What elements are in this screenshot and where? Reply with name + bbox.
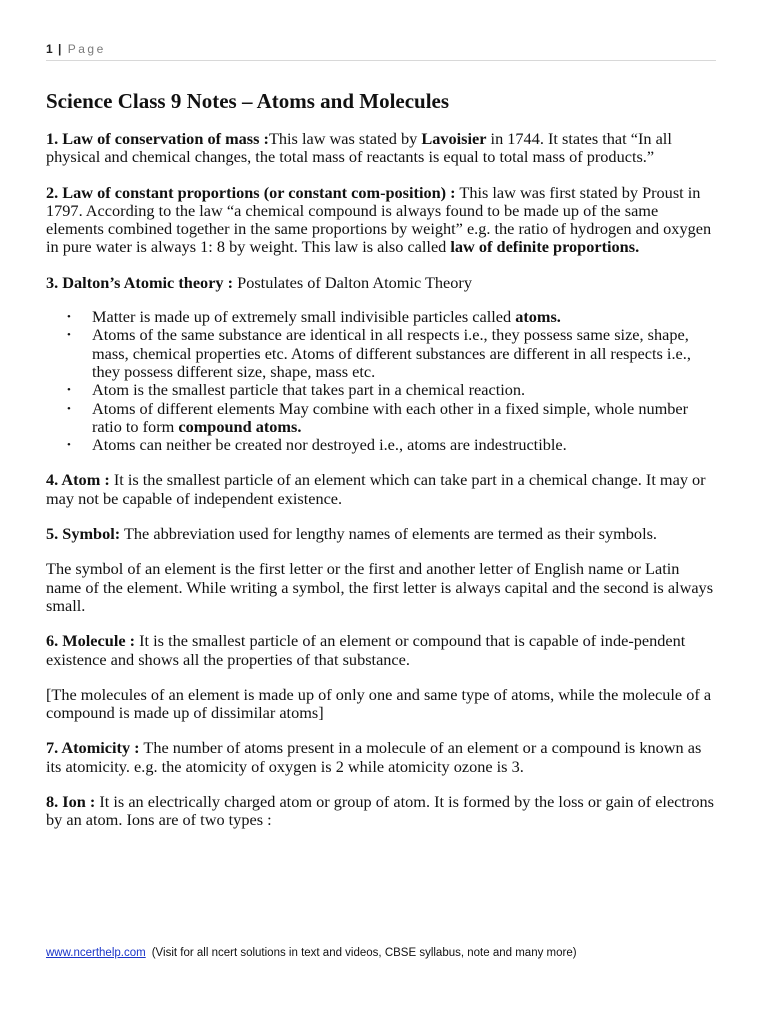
- section-constant-proportions: [46, 184, 718, 257]
- footer-note: (Visit for all ncert solutions in text and videos, CBSE syllabus, note and many more): [151, 947, 577, 959]
- page-header: [46, 42, 716, 56]
- section-text: It is the smallest particle of an element or compound that is capable of inde-pendent existence and shows all the properties of that substance.: [46, 631, 686, 669]
- bold-term: law of definite proportions.: [450, 237, 640, 257]
- document-body: [46, 88, 718, 847]
- list-item: [46, 308, 718, 326]
- bullet-icon: •: [67, 311, 71, 324]
- section-heading: 7. Atomicity :: [46, 738, 140, 758]
- section-dalton-theory: [46, 274, 718, 292]
- bold-term: atoms.: [515, 307, 561, 327]
- list-item-text: Atoms can neither be created nor destroyed i.e., atoms are indestructible.: [92, 435, 567, 455]
- ncerthelp-link[interactable]: www.ncerthelp.com: [46, 947, 146, 959]
- section-heading: 3. Dalton’s Atomic theory :: [46, 272, 234, 292]
- page-separator: |: [58, 42, 62, 56]
- section-atom: [46, 471, 718, 508]
- bullet-icon: •: [67, 384, 71, 397]
- bold-term: Lavoisier: [421, 129, 487, 148]
- section-molecule: [46, 632, 718, 669]
- section-heading: 1. Law of conservation of mass :: [46, 129, 269, 148]
- section-atomicity: [46, 739, 718, 776]
- list-item: [46, 326, 718, 381]
- section-conservation-of-mass: [46, 130, 718, 167]
- list-item: [46, 436, 718, 454]
- section-heading: 4. Atom :: [46, 470, 110, 490]
- symbol-explanation: The symbol of an element is the first letter or the first and another letter of English name or Latin name of the element. While writing a symbol, the first letter is always capital and the second is always small.: [46, 559, 714, 615]
- section-text: in 1744. It states that “In all physical and chemical changes, the total mass of reactants is equal to total mass of products.”: [46, 129, 672, 167]
- bold-term: compound atoms.: [178, 416, 302, 436]
- molecule-note: [The molecules of an element is made up of only one and same type of atoms, while the molecule of a compound is made up of dissimilar atoms]: [46, 684, 712, 723]
- list-item: [46, 381, 718, 399]
- page-title: Science Class 9 Notes – Atoms and Molecules: [46, 89, 450, 113]
- section-heading: 6. Molecule :: [46, 631, 136, 651]
- list-item-text: Matter is made up of extremely small indivisible particles called: [92, 307, 516, 327]
- bullet-icon: •: [67, 439, 71, 452]
- list-item-text: Atom is the smallest particle that takes part in a chemical reaction.: [92, 380, 526, 400]
- section-heading: 2. Law of constant proportions (or constant com-position) :: [46, 182, 456, 202]
- section-text: This law was stated by: [268, 129, 422, 148]
- page-label: Page: [67, 42, 106, 56]
- bullet-icon: •: [67, 329, 71, 342]
- list-item-text: Atoms of the same substance are identical in all respects i.e., they possess same size, shape, mass, chemical properties etc. Atoms of different substances are different in all respects i.e., they possess different size, shape, mass etc.: [92, 325, 691, 381]
- section-text: The number of atoms present in a molecule of an element or a compound is known as its atomicity. e.g. the atomicity of oxygen is 2 while atomicity ozone is 3.: [46, 738, 702, 776]
- section-text: The abbreviation used for lengthy names of elements are termed as their symbols.: [120, 524, 658, 544]
- section-text: Postulates of Dalton Atomic Theory: [233, 272, 472, 292]
- section-ion: [46, 793, 718, 830]
- header-divider: [46, 60, 716, 61]
- section-heading: 5. Symbol:: [46, 524, 121, 544]
- section-text: It is the smallest particle of an element which can take part in a chemical change. It may or may not be capable of independent existence.: [46, 470, 706, 508]
- dalton-postulates-list: [46, 308, 718, 454]
- page-number: 1: [46, 42, 53, 56]
- section-text: This law was first stated by Proust in 1797. According to the law “a chemical compound is always found to be made up of the same elements combined together in the same proportions by weight” e.g. the ratio of hydrogen and oxygen in pure water is always 1: 8 by weight. This law is also called: [46, 182, 712, 257]
- section-heading: 8. Ion :: [46, 792, 96, 812]
- section-text: It is an electrically charged atom or group of atom. It is formed by the loss or gain of electrons by an atom. Ions are of two types :: [46, 792, 714, 830]
- section-symbol: [46, 525, 718, 543]
- list-item-text: Atoms of different elements May combine with each other in a fixed simple, whole number ratio to form: [92, 398, 689, 436]
- bullet-icon: •: [67, 402, 71, 415]
- page-footer: [46, 947, 726, 959]
- list-item: [46, 400, 718, 437]
